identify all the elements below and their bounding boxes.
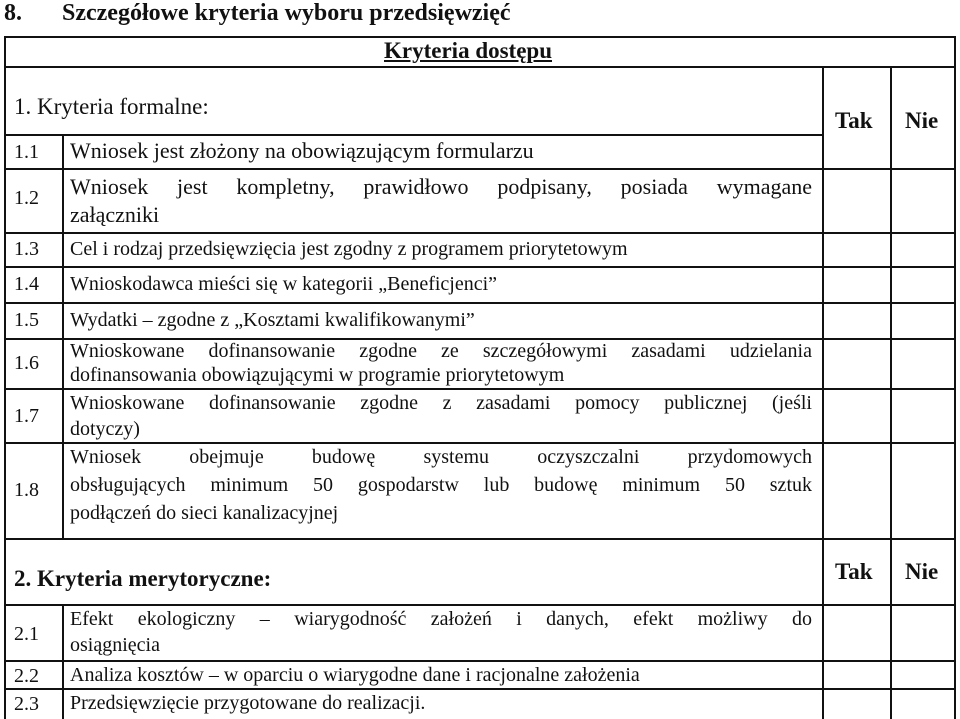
merit-no-header: Nie: [905, 559, 939, 584]
rule: [822, 66, 824, 538]
section-number: 8.: [4, 0, 22, 26]
row-number: 1.2: [14, 187, 39, 209]
row-text: dotyczy): [70, 418, 140, 440]
row-text: osiągnięcia: [70, 634, 160, 656]
rule: [890, 66, 892, 538]
formal-no-header: Nie: [905, 108, 939, 133]
row-text: podłączeń do sieci kanalizacyjnej: [70, 502, 339, 524]
row-text: Wnioskowane dofinansowanie zgodne z zasadami pomocy publicznej (jeśli: [70, 392, 812, 414]
row-number: 2.3: [14, 693, 39, 715]
row-text: dofinansowania obowiązującymi w programie priorytetowym: [70, 364, 565, 386]
row-text: Cel i rodzaj przedsięwzięcia jest zgodny z programem priorytetowym: [70, 238, 628, 260]
row-number: 1.4: [14, 273, 39, 295]
row-text: Wnioskodawca mieści się w kategorii „Beneficjenci”: [70, 273, 498, 295]
row-text: Wniosek jest złożony na obowiązującym formularzu: [70, 138, 534, 163]
row-number: 1.8: [14, 479, 39, 501]
rule: [890, 538, 892, 719]
section-title: Szczegółowe kryteria wyboru przedsięwzięć: [62, 0, 511, 26]
row-number: 1.1: [14, 141, 39, 163]
merit-heading: 2. Kryteria merytoryczne:: [14, 566, 272, 591]
rule: [4, 266, 956, 268]
row-text: obsługujących minimum 50 gospodarstw lub budowę minimum 50 sztuk: [70, 474, 812, 496]
rule: [4, 538, 956, 540]
rule: [4, 134, 822, 136]
rule: [4, 168, 956, 170]
formal-yes-header: Tak: [835, 108, 873, 133]
merit-yes-header: Tak: [835, 559, 873, 584]
row-number: 1.5: [14, 309, 39, 331]
row-text: Wydatki – zgodne z „Kosztami kwalifikowanymi”: [70, 309, 475, 331]
row-text: Wniosek jest kompletny, prawidłowo podpisany, posiada wymagane: [70, 174, 812, 199]
formal-heading: 1. Kryteria formalne:: [14, 94, 209, 119]
row-number: 1.7: [14, 405, 39, 427]
row-number: 1.3: [14, 238, 39, 260]
row-text: Efekt ekologiczny – wiarygodność założeń i danych, efekt możliwy do: [70, 608, 812, 630]
row-text: Wniosek obejmuje budowę systemu oczyszczalni przydomowych: [70, 446, 812, 468]
rule: [62, 134, 64, 538]
rule: [4, 232, 956, 234]
rule: [4, 66, 956, 68]
row-text: załączniki: [70, 202, 160, 227]
row-text: Wnioskowane dofinansowanie zgodne ze szczegółowymi zasadami udzielania: [70, 340, 812, 362]
row-number: 2.1: [14, 623, 39, 645]
table-title: Kryteria dostępu: [384, 38, 553, 63]
rule: [4, 302, 956, 304]
section-heading: [4, 0, 511, 27]
row-number: 2.2: [14, 665, 39, 687]
row-text: Analiza kosztów – w oparciu o wiarygodne dane i racjonalne założenia: [70, 664, 640, 686]
rule: [62, 604, 64, 719]
row-number: 1.6: [14, 352, 39, 374]
rule: [822, 538, 824, 719]
row-text: Przedsięwzięcie przygotowane do realizacji.: [70, 692, 426, 714]
